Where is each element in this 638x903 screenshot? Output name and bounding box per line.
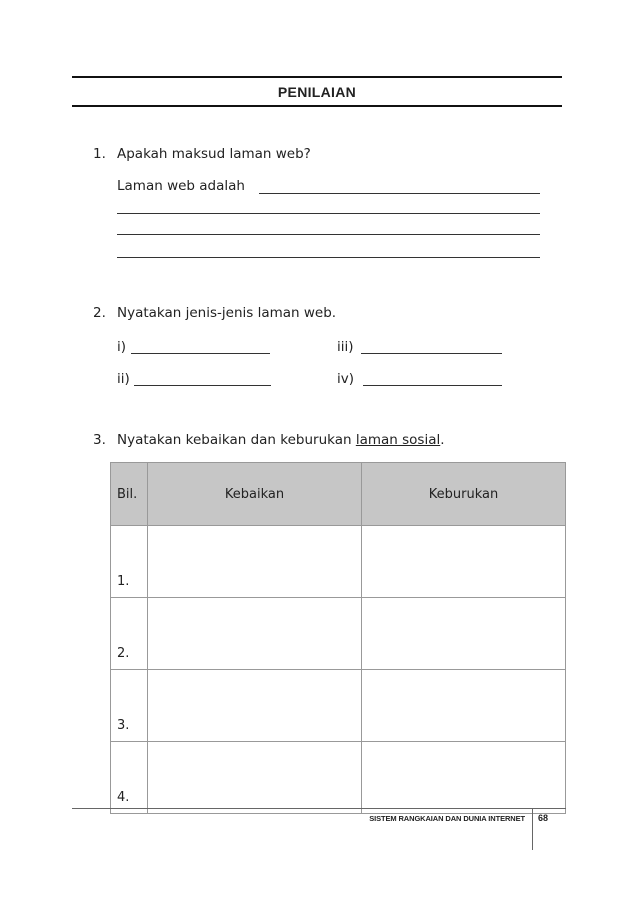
question-3-number: 3.	[93, 432, 106, 448]
question-3-text: Nyatakan kebaikan dan keburukan	[117, 432, 356, 448]
page-number: 68	[538, 813, 549, 823]
question-2-text: Nyatakan jenis-jenis laman web.	[117, 305, 337, 321]
page-title: PENILAIAN	[277, 84, 357, 100]
type-line-iv[interactable]	[363, 385, 502, 386]
answer-line-4[interactable]	[117, 257, 540, 258]
type-line-iii[interactable]	[361, 353, 502, 354]
question-3-underlined-term: laman sosial	[355, 432, 441, 448]
question-2	[93, 305, 336, 321]
cell-kebaikan-1[interactable]	[148, 526, 362, 598]
answer-table	[110, 462, 566, 814]
table-row	[111, 598, 566, 670]
question-2-number: 2.	[93, 305, 106, 321]
row-number-1: 1.	[111, 526, 148, 598]
row-number-2: 2.	[111, 598, 148, 670]
table-header-row	[111, 463, 566, 526]
cell-kebaikan-3[interactable]	[148, 670, 362, 742]
row-number-4: 4.	[111, 742, 148, 814]
type-item-iv: iv)	[337, 371, 355, 387]
header-rule-top	[72, 76, 562, 78]
cell-keburukan-4[interactable]	[362, 742, 566, 814]
type-line-ii[interactable]	[134, 385, 271, 386]
header-keburukan: Keburukan	[362, 463, 566, 526]
question-1-text: Apakah maksud laman web?	[117, 146, 311, 162]
cell-keburukan-3[interactable]	[362, 670, 566, 742]
table-row	[111, 742, 566, 814]
cell-keburukan-2[interactable]	[362, 598, 566, 670]
cell-kebaikan-4[interactable]	[148, 742, 362, 814]
row-number-3: 3.	[111, 670, 148, 742]
question-3	[93, 432, 445, 448]
answer-line-2[interactable]	[117, 213, 540, 214]
table-row	[111, 670, 566, 742]
footer-separator	[532, 808, 533, 850]
question-1-number: 1.	[93, 146, 106, 162]
type-item-iii: iii)	[337, 339, 354, 355]
question-3-period: .	[440, 432, 445, 448]
cell-kebaikan-2[interactable]	[148, 598, 362, 670]
footer-label: SISTEM RANGKAIAN DAN DUNIA INTERNET	[369, 814, 525, 823]
header-bil: Bil.	[111, 463, 148, 526]
table-row	[111, 526, 566, 598]
footer-rule	[72, 808, 566, 809]
type-line-i[interactable]	[131, 353, 270, 354]
answer-line-3[interactable]	[117, 234, 540, 235]
question-1	[93, 146, 311, 162]
header-kebaikan: Kebaikan	[148, 463, 362, 526]
question-1-answer-prefix: Laman web adalah	[117, 178, 245, 194]
cell-keburukan-1[interactable]	[362, 526, 566, 598]
answer-line-1[interactable]	[259, 193, 540, 194]
type-item-ii: ii)	[117, 371, 130, 387]
header-rule-bottom	[72, 105, 562, 107]
type-item-i: i)	[117, 339, 127, 355]
